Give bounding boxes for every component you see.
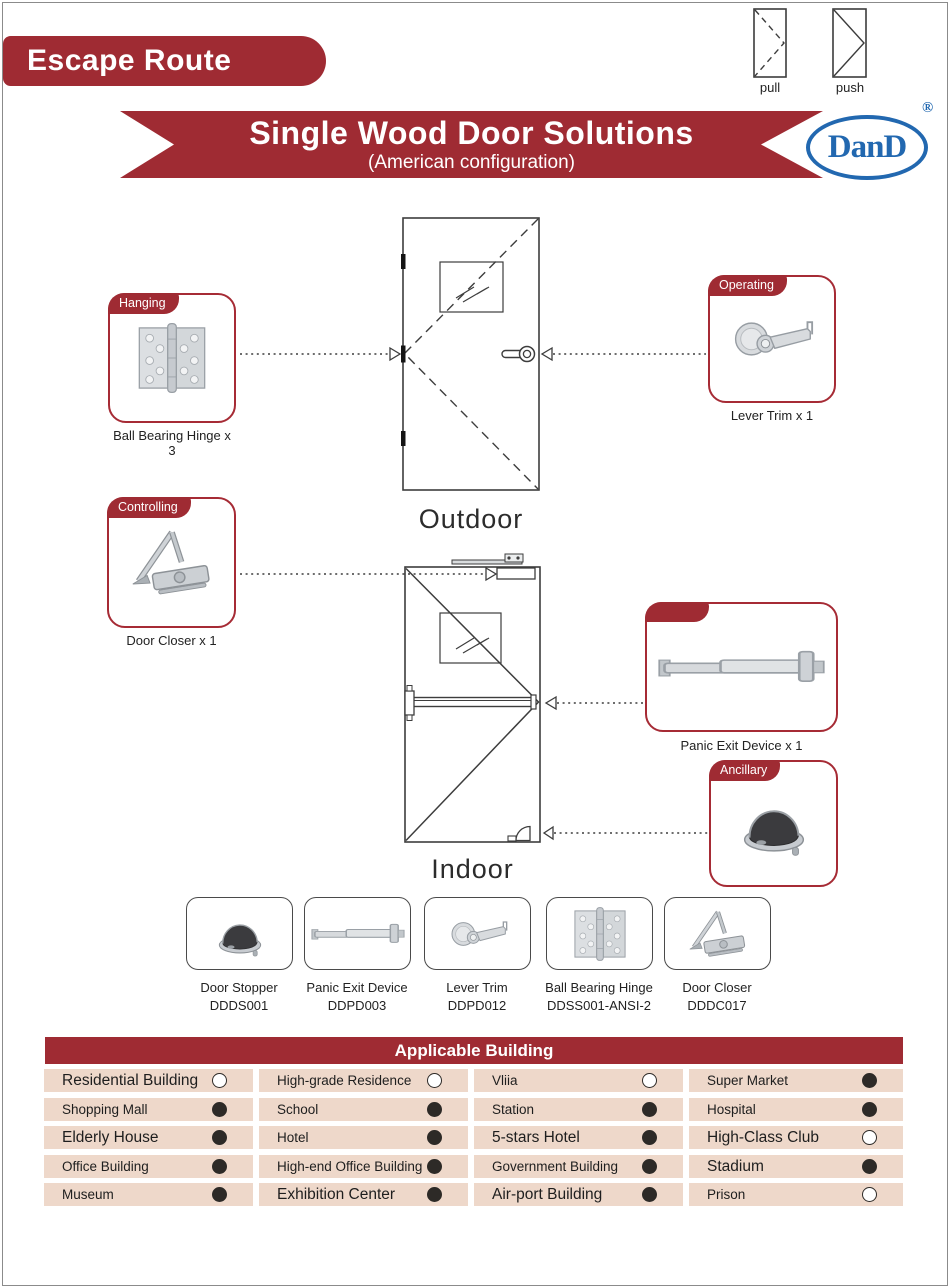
status-dot <box>642 1130 657 1145</box>
status-dot <box>862 1130 877 1145</box>
table-cell <box>259 1069 468 1092</box>
status-dot <box>427 1159 442 1174</box>
product-name: Panic Exit Device <box>306 980 408 995</box>
callout-operating-tag: Operating <box>708 275 787 296</box>
building-label: Exhibition Center <box>277 1185 396 1203</box>
building-label: Office Building <box>62 1159 149 1174</box>
building-label: Government Building <box>492 1159 619 1174</box>
status-dot <box>427 1130 442 1145</box>
ribbon-subtitle: (American configuration) <box>368 152 575 173</box>
table-cell <box>474 1069 683 1092</box>
door-stopper-icon <box>203 903 277 965</box>
caption-controlling: Door Closer x 1 <box>126 633 217 648</box>
product-name: Ball Bearing Hinge <box>545 980 653 995</box>
building-label: Stadium <box>707 1157 764 1175</box>
table-cell <box>689 1155 903 1178</box>
callout-panic <box>645 602 838 732</box>
status-dot <box>212 1159 227 1174</box>
panic-bar-symbol <box>413 698 535 707</box>
applicable-building-header: Applicable Building <box>45 1037 903 1064</box>
status-dot <box>862 1187 877 1202</box>
callout-panic-tag <box>645 602 709 622</box>
table-cell <box>259 1126 468 1149</box>
callout-hanging <box>108 293 236 423</box>
outdoor-door <box>401 218 539 490</box>
table-cell <box>259 1098 468 1121</box>
building-label: High-end Office Building <box>277 1159 423 1174</box>
indoor-label: Indoor <box>431 854 514 884</box>
table-cell <box>44 1183 253 1206</box>
status-dot <box>212 1130 227 1145</box>
panic-exit-device-icon <box>654 620 829 715</box>
product-code: DDPD012 <box>447 998 507 1013</box>
table-cell <box>44 1069 253 1092</box>
brand-logo: DanD <box>806 115 928 180</box>
door-stopper-symbol <box>508 836 516 841</box>
escape-route-title: Escape Route <box>27 44 232 77</box>
product-card-door-closer <box>664 897 771 970</box>
caption-operating: Lever Trim x 1 <box>730 408 814 423</box>
caption-hanging: Ball Bearing Hinge x 3 <box>113 428 231 458</box>
caption-panic: Panic Exit Device x 1 <box>680 738 803 753</box>
door-closer-icon <box>124 520 220 606</box>
callout-ancillary-tag: Ancillary <box>709 760 780 781</box>
building-label: High-grade Residence <box>277 1073 412 1088</box>
status-dot <box>862 1073 877 1088</box>
push-label: push <box>835 80 865 95</box>
table-cell <box>689 1126 903 1149</box>
building-label: Vliia <box>492 1073 518 1088</box>
door-stopper-icon <box>724 780 824 868</box>
building-label: Residential Building <box>62 1071 199 1089</box>
product-code: DDDS001 <box>209 998 269 1013</box>
building-label: Hospital <box>707 1102 756 1117</box>
panic-exit-device-icon <box>309 905 407 963</box>
table-cell <box>259 1183 468 1206</box>
outdoor-label: Outdoor <box>418 504 524 534</box>
product-card-lever-trim <box>424 897 531 970</box>
table-cell <box>689 1069 903 1092</box>
product-card-door-stopper <box>186 897 293 970</box>
building-label: School <box>277 1102 319 1117</box>
indoor-door <box>405 554 540 842</box>
status-dot <box>427 1102 442 1117</box>
table-cell <box>44 1098 253 1121</box>
building-label: Hotel <box>277 1130 309 1145</box>
table-cell <box>259 1155 468 1178</box>
table-cell <box>474 1183 683 1206</box>
lever-trim-icon <box>724 297 820 381</box>
escape-route-banner <box>3 36 326 86</box>
ball-bearing-hinge-icon <box>567 903 633 965</box>
push-door-icon <box>832 8 867 78</box>
product-card-ball-bearing-hinge <box>546 897 653 970</box>
table-cell <box>44 1155 253 1178</box>
building-label: Station <box>492 1102 535 1117</box>
callout-operating <box>708 275 836 403</box>
status-dot <box>862 1102 877 1117</box>
building-label: Prison <box>707 1187 746 1202</box>
table-cell <box>474 1126 683 1149</box>
status-dot <box>642 1187 657 1202</box>
status-dot <box>427 1073 442 1088</box>
table-cell <box>474 1098 683 1121</box>
table-cell <box>689 1098 903 1121</box>
status-dot <box>862 1159 877 1174</box>
callout-ancillary <box>709 760 838 887</box>
table-cell <box>689 1183 903 1206</box>
lever-trim-icon <box>435 904 521 964</box>
pull-door-icon <box>753 8 787 78</box>
status-dot <box>642 1102 657 1117</box>
building-label: High-Class Club <box>707 1128 819 1146</box>
product-code: DDPD003 <box>327 998 387 1013</box>
status-dot <box>427 1187 442 1202</box>
product-name: Door Stopper <box>200 980 278 995</box>
building-label: Air-port Building <box>492 1185 603 1203</box>
status-dot <box>212 1073 227 1088</box>
ribbon-title: Single Wood Door Solutions <box>249 115 694 151</box>
product-code: DDDC017 <box>687 998 747 1013</box>
status-dot <box>212 1187 227 1202</box>
table-cell <box>44 1126 253 1149</box>
status-dot <box>212 1102 227 1117</box>
product-name: Door Closer <box>682 980 752 995</box>
product-code: DDSS001-ANSI-2 <box>546 998 652 1013</box>
pull-label: pull <box>759 80 781 95</box>
building-label: Shopping Mall <box>62 1102 148 1117</box>
door-closer-icon <box>679 903 757 965</box>
callout-hanging-tag: Hanging <box>108 293 179 314</box>
callout-controlling <box>107 497 236 628</box>
building-label: Super Market <box>707 1073 789 1088</box>
product-name: Lever Trim <box>446 980 508 995</box>
registered-mark: ® <box>922 100 934 116</box>
status-dot <box>642 1073 657 1088</box>
ball-bearing-hinge-icon <box>129 318 215 398</box>
table-cell <box>474 1155 683 1178</box>
building-label: Museum <box>62 1187 114 1202</box>
building-label: Elderly House <box>62 1128 159 1146</box>
product-card-panic-exit-device <box>304 897 411 970</box>
building-label: 5-stars Hotel <box>492 1128 580 1146</box>
callout-controlling-tag: Controlling <box>107 497 191 518</box>
status-dot <box>642 1159 657 1174</box>
